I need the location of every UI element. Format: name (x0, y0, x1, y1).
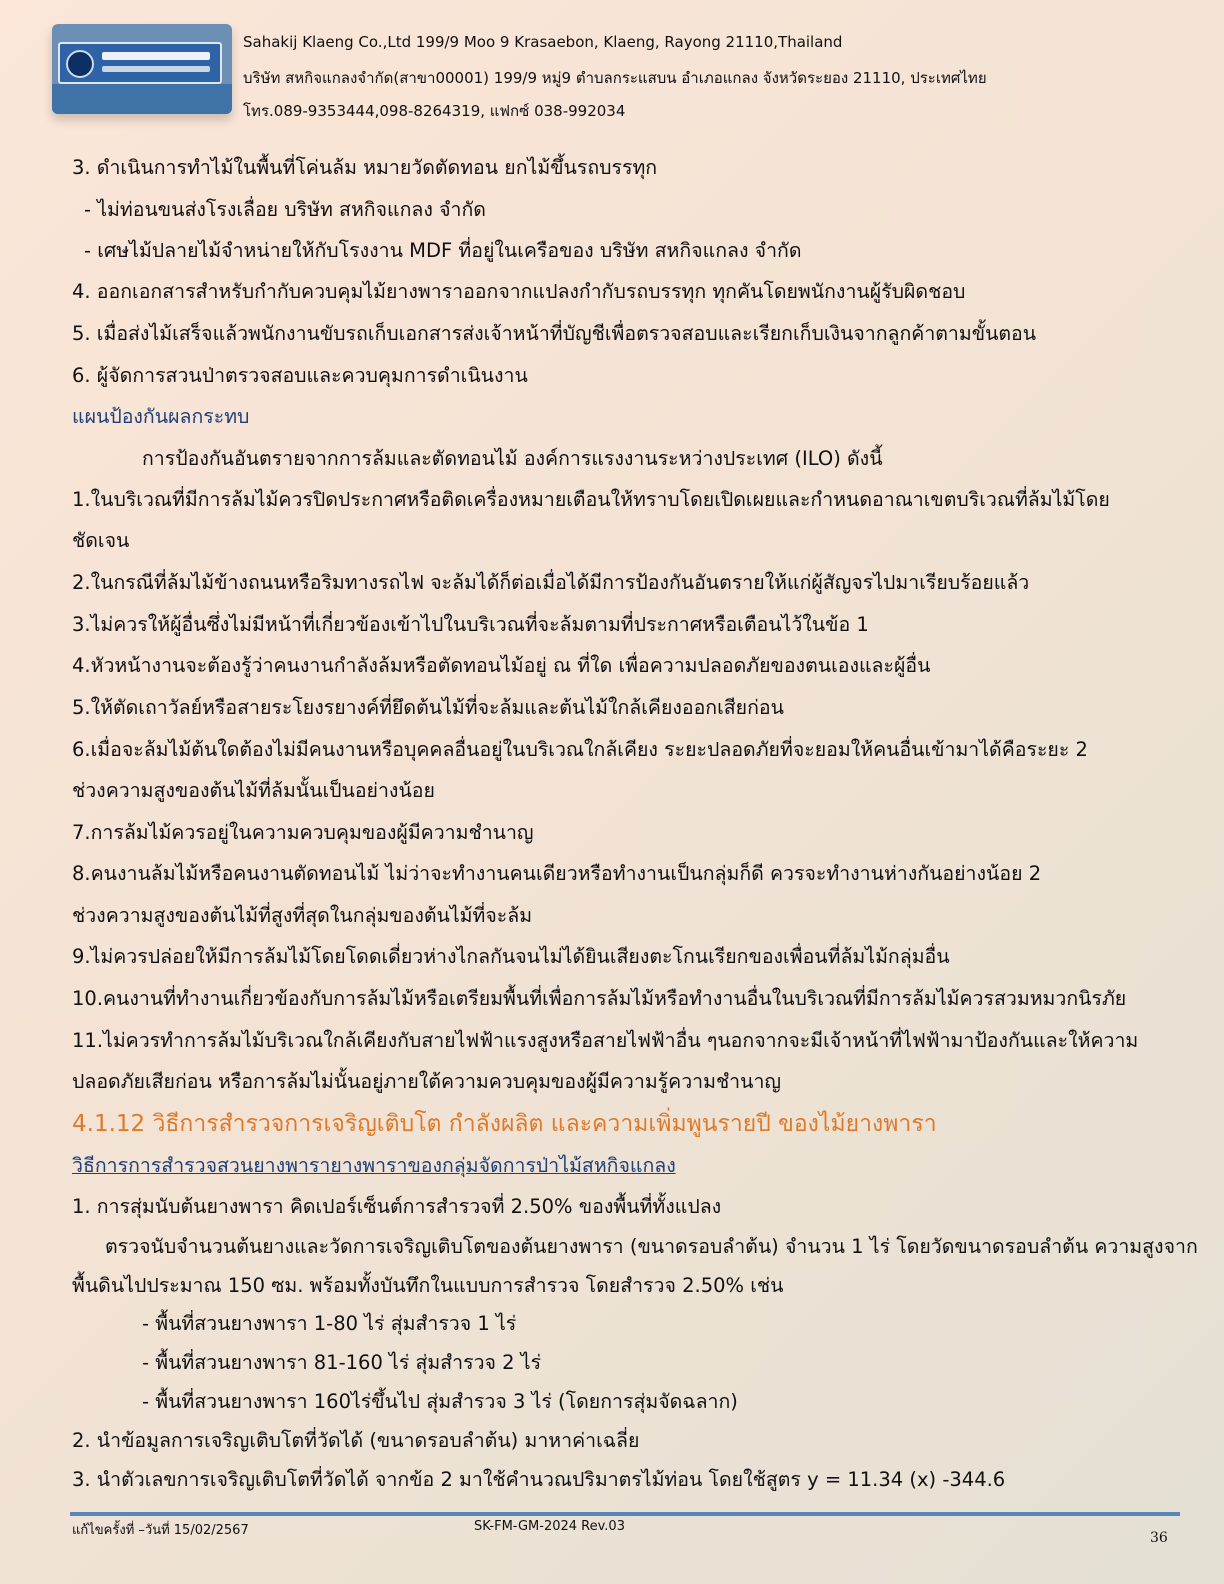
survey-step-1-detail: ตรวจนับจำนวนต้นยางและวัดการเจริญเติบโตของต้นยางพารา (ขนาดรอบลำต้น) จำนวน 1 ไร่ โดยวัดขนาดรอบลำต้น ความสูงจาก (105, 1235, 1198, 1258)
survey-area-3: - พื้นที่สวนยางพารา 160ไร่ขึ้นไป สุ่มสำรวจ 3 ไร่ (โดยการสุ่มจัดฉลาก) (142, 1390, 738, 1413)
logo-seal-icon (66, 50, 94, 78)
page-number: 36 (1150, 1530, 1168, 1546)
logo-wall (52, 84, 232, 114)
step-6: 6. ผู้จัดการสวนป่าตรวจสอบและควบคุมการดำเนินงาน (72, 364, 528, 387)
step-5: 5. เมื่อส่งไม้เสร็จแล้วพนักงานขับรถเก็บเอกสารส่งเจ้าหน้าที่บัญชีเพื่อตรวจสอบและเรียกเก็บเงินจากลูกค้าตามขั้นตอน (72, 322, 1037, 345)
ilo-item-1: 1.ในบริเวณที่มีการล้มไม้ควรปิดประกาศหรือติดเครื่องหมายเตือนให้ทราบโดยเปิดเผยและกำหนดอาณาเขตบริเวณที่ล้มไม้โดย (72, 488, 1110, 511)
step-4: 4. ออกเอกสารสำหรับกำกับควบคุมไม้ยางพาราออกจากแปลงกำกับรถบรรทุก ทุกคันโดยพนักงานผู้รับผิดชอบ (72, 280, 966, 303)
header-company-th: บริษัท สหกิจแกลงจำกัด(สาขา00001) 199/9 หมู่9 ตำบลกระแสบน อำเภอแกลง จังหวัดระยอง 21110, ประเทศไทย (243, 69, 987, 87)
ilo-item-8: 8.คนงานล้มไม้หรือคนงานตัดทอนไม้ ไม่ว่าจะทำงานคนเดียวหรือทำงานเป็นกลุ่มก็ดี ควรจะทำงานห่างกันอย่างน้อย 2 (72, 862, 1042, 885)
ilo-item-8-cont: ช่วงความสูงของต้นไม้ที่สูงที่สุดในกลุ่มของต้นไม้ที่จะล้ม (72, 904, 533, 927)
ilo-intro: การป้องกันอันตรายจากการล้มและตัดทอนไม้ องค์การแรงงานระหว่างประเทศ (ILO) ดังนี้ (142, 447, 883, 470)
survey-step-1: 1. การสุ่มนับต้นยางพารา คิดเปอร์เซ็นต์การสำรวจที่ 2.50% ของพื้นที่ทั้งแปลง (72, 1195, 722, 1218)
ilo-item-11: 11.ไม่ควรทำการล้มไม้บริเวณใกล้เคียงกับสายไฟฟ้าแรงสูงหรือสายไฟฟ้าอื่น ๆนอกจากจะมีเจ้าหน้าที่ไฟฟ้ามาป้องกันและให้ความ (72, 1029, 1139, 1052)
ilo-item-2: 2.ในกรณีที่ล้มไม้ข้างถนนหรือริมทางรถไฟ จะล้มได้ก็ต่อเมื่อได้มีการป้องกันอันตรายให้แก่ผู้สัญจรไปมาเรียบร้อยแล้ว (72, 571, 1030, 594)
footer-rule (70, 1512, 1180, 1516)
ilo-item-6: 6.เมื่อจะล้มไม้ต้นใดต้องไม่มีคนงานหรือบุคคลอื่นอยู่ในบริเวณใกล้เคียง ระยะปลอดภัยที่จะยอมให้คนอื่นเข้ามาได้คือระยะ 2 (72, 738, 1088, 761)
survey-step-2: 2. นำข้อมูลการเจริญเติบโตที่วัดได้ (ขนาดรอบลำต้น) มาหาค่าเฉลี่ย (72, 1429, 640, 1452)
footer-revision: แก้ไขครั้งที่ –วันที่ 15/02/2567 (72, 1523, 249, 1538)
survey-area-2: - พื้นที่สวนยางพารา 81-160 ไร่ สุ่มสำรวจ 2 ไร่ (142, 1351, 542, 1374)
ilo-item-9: 9.ไม่ควรปล่อยให้มีการล้มไม้โดยโดดเดี่ยวห่างไกลกันจนไม่ได้ยินเสียงตะโกนเรียกของเพื่อนที่ล้มไม้กลุ่มอื่น (72, 945, 950, 968)
section-heading-impact-plan: แผนป้องกันผลกระทบ (72, 405, 250, 428)
header-contact: โทร.089-9353444,098-8264319, แฟกซ์ 038-992034 (243, 102, 626, 120)
logo-sign-subtext-bar (102, 66, 210, 72)
subsection-heading-survey-method: วิธีการการสำรวจสวนยางพารายางพาราของกลุ่มจัดการป่าไม้สหกิจแกลง (72, 1154, 676, 1177)
step-3-sub-1: - ไม่ท่อนขนส่งโรงเลื่อย บริษัท สหกิจแกลง จำกัด (84, 198, 486, 221)
ilo-item-10: 10.คนงานที่ทำงานเกี่ยวข้องกับการล้มไม้หรือเตรียมพื้นที่เพื่อการล้มไม้หรือทำงานอื่นในบริเวณที่มีการล้มไม้ควรสวมหมวกนิรภัย (72, 987, 1127, 1010)
step-3: 3. ดำเนินการทำไม้ในพื้นที่โค่นล้ม หมายวัดตัดทอน ยกไม้ขึ้นรถบรรทุก (72, 156, 658, 179)
step-3-sub-2: - เศษไม้ปลายไม้จำหน่ายให้กับโรงงาน MDF ที่อยู่ในเครือของ บริษัท สหกิจแกลง จำกัด (84, 239, 802, 262)
survey-step-3: 3. นำตัวเลขการเจริญเติบโตที่วัดได้ จากข้อ 2 มาใช้คำนวณปริมาตรไม้ท่อน โดยใช้สูตร y = 11.34 (x) -344.6 (72, 1468, 1006, 1491)
company-logo-photo (52, 24, 232, 114)
logo-sign-text-bar (102, 52, 210, 60)
header-company-en: Sahakij Klaeng Co.,Ltd 199/9 Moo 9 Krasaebon, Klaeng, Rayong 21110,Thailand (243, 33, 843, 51)
ilo-item-6-cont: ช่วงความสูงของต้นไม้ที่ล้มนั้นเป็นอย่างน้อย (72, 779, 435, 802)
logo-sign (58, 42, 222, 84)
footer-doc-code: SK-FM-GM-2024 Rev.03 (474, 1519, 625, 1534)
section-title-4-1-12: 4.1.12 วิธีการสำรวจการเจริญเติบโต กำลังผลิต และความเพิ่มพูนรายปี ของไม้ยางพารา (72, 1111, 937, 1137)
survey-area-1: - พื้นที่สวนยางพารา 1-80 ไร่ สุ่มสำรวจ 1 ไร่ (142, 1312, 517, 1335)
ilo-item-3: 3.ไม่ควรให้ผู้อื่นซึ่งไม่มีหน้าที่เกี่ยวข้องเข้าไปในบริเวณที่จะล้มตามที่ประกาศหรือเตือนไว้ในข้อ 1 (72, 613, 869, 636)
ilo-item-5: 5.ให้ตัดเถาวัลย์หรือสายระโยงรยางค์ที่ยึดต้นไม้ที่จะล้มและต้นไม้ใกล้เคียงออกเสียก่อน (72, 696, 784, 719)
ilo-item-1-cont: ชัดเจน (72, 529, 130, 552)
ilo-item-7: 7.การล้มไม้ควรอยู่ในความควบคุมของผู้มีความชำนาญ (72, 821, 534, 844)
survey-step-1-detail-cont: พื้นดินไปประมาณ 150 ซม. พร้อมทั้งบันทึกในแบบการสำรวจ โดยสำรวจ 2.50% เช่น (72, 1274, 784, 1297)
ilo-item-4: 4.หัวหน้างานจะต้องรู้ว่าคนงานกำลังล้มหรือตัดทอนไม้อยู่ ณ ที่ใด เพื่อความปลอดภัยของตนเองและผู้อื่น (72, 654, 931, 677)
ilo-item-11-cont: ปลอดภัยเสียก่อน หรือการล้มไม่นั้นอยู่ภายใต้ความควบคุมของผู้มีความรู้ความชำนาญ (72, 1070, 782, 1093)
